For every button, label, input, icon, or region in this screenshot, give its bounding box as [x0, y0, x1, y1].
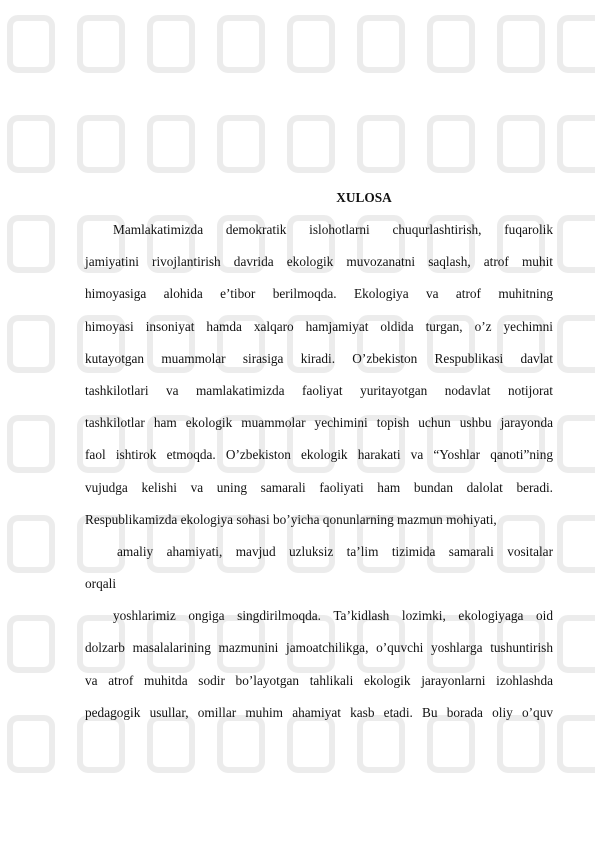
- document-body: [85, 182, 553, 729]
- paragraph-line: himoyasi insoniyat hamda xalqaro hamjamiyat oldida turgan, o’z yechimni: [85, 318, 553, 334]
- paragraph-line: tashkilotlar ham ekologik muammolar yechimini topish uchun ushbu jarayonda: [85, 415, 553, 431]
- paragraph-line: faol ishtirok etmoqda. O’zbekiston ekologik harakati va “Yoshlar qanoti”ning: [85, 447, 553, 463]
- paragraph-line: kutayotgan muammolar sirasiga kiradi. O’zbekiston Respublikasi davlat: [85, 350, 553, 366]
- paragraph-line: va atrof muhitda sodir bo’layotgan tahlikali ekologik jarayonlarni izohlashda: [85, 672, 553, 688]
- paragraph-line: Respublikamizda ekologiya sohasi bo’yicha qonunlarning mazmun mohiyati,: [85, 511, 497, 527]
- paragraph-line: orqali: [85, 576, 117, 592]
- paragraph-line: pedagogik usullar, omillar muhim ahamiyat kasb etadi. Bu borada oliy o’quv: [85, 704, 553, 720]
- page-title: XULOSA: [336, 190, 392, 205]
- paragraph-line: jamiyatini rivojlantirish davrida ekologik muvozanatni saqlash, atrof muhit: [85, 254, 553, 270]
- paragraph-line: vujudga kelishi va uning samarali faoliyati ham bundan dalolat beradi.: [85, 479, 553, 495]
- paragraph-line: yoshlarimiz ongiga singdirilmoqda. Ta’kidlash lozimki, ekologiyaga oid: [113, 608, 553, 624]
- paragraph-line: amaliy ahamiyati, mavjud uzluksiz ta’lim tizimida samarali vositalar: [117, 543, 553, 559]
- paragraph-line: himoyasiga alohida e’tibor berilmoqda. Ekologiya va atrof muhitning: [85, 286, 553, 302]
- paragraph-line: Mamlakatimizda demokratik islohotlarni chuqurlashtirish, fuqarolik: [113, 222, 553, 237]
- paragraph-line: tashkilotlari va mamlakatimizda faoliyat yuritayotgan nodavlat notijorat: [85, 382, 553, 398]
- paragraph-line: dolzarb masalalarining mazmunini jamoatchilikga, o’quvchi yoshlarga tushuntirish: [85, 640, 553, 656]
